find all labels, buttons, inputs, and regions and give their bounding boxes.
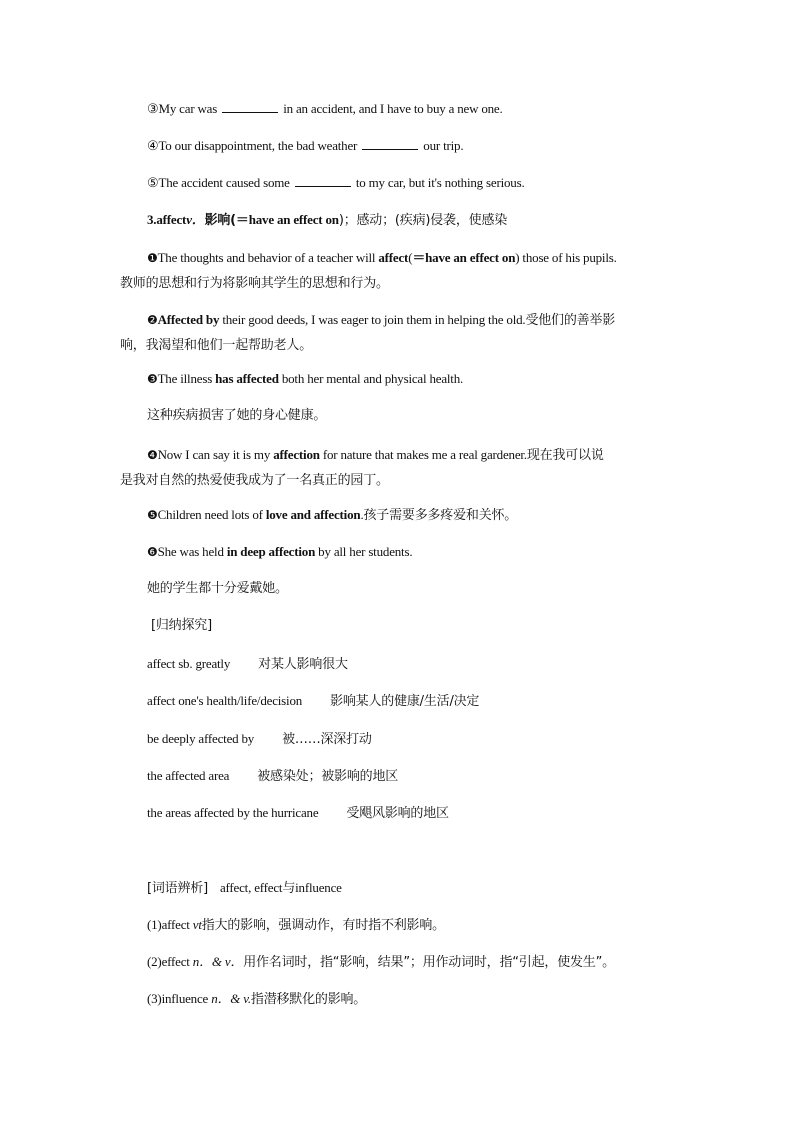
example-number: ❺ bbox=[147, 508, 158, 522]
summary-cn: 被……深深打动 bbox=[282, 732, 372, 747]
exercise-text: to my car, but it's nothing serious. bbox=[352, 175, 525, 190]
example-text: She was held bbox=[157, 544, 227, 559]
example-number: ❻ bbox=[147, 545, 158, 559]
example-text: for nature that makes me a real gardener.现在我可以说 bbox=[319, 447, 604, 462]
analysis-word: influence bbox=[161, 991, 212, 1006]
summary-item bbox=[147, 766, 398, 787]
exercise-number: ⑤ bbox=[147, 175, 159, 190]
heading-pos: v． bbox=[186, 212, 205, 227]
example-translation: 教师的思想和行为将影响其学生的思想和行为。 bbox=[120, 276, 389, 291]
example-4 bbox=[120, 442, 680, 493]
example-keyword: affection bbox=[273, 447, 320, 462]
heading-meaning: 影响( bbox=[204, 213, 236, 228]
example-2 bbox=[120, 307, 680, 358]
analysis-title: [词语辨析] bbox=[147, 881, 208, 896]
analysis-pos: n．& v. bbox=[211, 991, 251, 1006]
summary-en: be deeply affected by bbox=[147, 731, 255, 746]
exercise-text: The accident caused some bbox=[158, 175, 293, 190]
example-number: ❸ bbox=[147, 372, 158, 386]
summary-item bbox=[147, 691, 479, 712]
exercise-4 bbox=[147, 136, 463, 156]
analysis-text: 用作名词时，指“影响，结果”；用作动词时，指“引起，使发生”。 bbox=[243, 955, 615, 970]
summary-en: affect sb. greatly bbox=[147, 656, 231, 671]
example-1 bbox=[120, 245, 680, 296]
exercise-number: ③ bbox=[147, 101, 159, 116]
example-text: by all her students. bbox=[315, 544, 413, 559]
example-text: Children need lots of bbox=[157, 507, 266, 522]
summary-cn: 被感染处；被影响的地区 bbox=[257, 769, 399, 784]
heading-meaning-rest: )；感动；(疾病)侵袭，使感染 bbox=[338, 213, 508, 228]
analysis-item bbox=[147, 952, 615, 973]
example-text: ( bbox=[408, 250, 413, 265]
example-text: both her mental and physical health. bbox=[278, 371, 464, 386]
summary-cn: 受飓风影响的地区 bbox=[346, 806, 449, 821]
summary-en: affect one's health/life/decision bbox=[147, 693, 303, 708]
analysis-number: (2) bbox=[147, 954, 162, 969]
analysis-heading bbox=[147, 878, 342, 899]
example-translation: 响，我渴望和他们一起帮助老人。 bbox=[120, 338, 313, 353]
summary-en: the areas affected by the hurricane bbox=[147, 805, 319, 820]
analysis-text: 指潜移默化的影响。 bbox=[250, 992, 367, 1007]
example-5 bbox=[147, 505, 517, 525]
example-number: ❷ bbox=[147, 313, 158, 327]
example-keyword: affect bbox=[378, 250, 409, 265]
heading-number: 3. bbox=[147, 212, 157, 227]
analysis-number: (3) bbox=[147, 991, 162, 1006]
example-text: Now I can say it is my bbox=[157, 447, 274, 462]
example-6-translation: 她的学生都十分爱戴她。 bbox=[147, 581, 288, 596]
summary-cn: 影响某人的健康/生活/决定 bbox=[330, 694, 480, 709]
summary-item bbox=[147, 803, 449, 824]
example-text: .孩子需要多多疼爱和关怀。 bbox=[360, 507, 518, 522]
exercise-text: To our disappointment, the bad weather bbox=[158, 138, 361, 153]
analysis-word: affect bbox=[161, 917, 193, 932]
summary-cn: 对某人影响很大 bbox=[258, 657, 348, 672]
example-keyword: love and affection bbox=[265, 507, 361, 522]
summary-en: the affected area bbox=[147, 768, 230, 783]
exercise-3 bbox=[147, 99, 503, 119]
analysis-item bbox=[147, 989, 366, 1010]
heading-equivalent: ＝have an effect on bbox=[235, 212, 339, 227]
example-number: ❶ bbox=[147, 251, 158, 265]
example-text: their good deeds, I was eager to join them in helping the old.受他们的善举影 bbox=[219, 312, 616, 327]
summary-item bbox=[147, 729, 372, 750]
example-3-translation: 这种疾病损害了她的身心健康。 bbox=[147, 408, 327, 423]
example-translation: 是我对自然的热爱使我成为了一名真正的园丁。 bbox=[120, 473, 389, 488]
analysis-word: effect bbox=[161, 954, 193, 969]
analysis-pos: vt bbox=[192, 917, 202, 932]
exercise-text: My car was bbox=[158, 101, 221, 116]
analysis-pos: n．& v． bbox=[192, 954, 244, 969]
exercise-5 bbox=[147, 173, 525, 193]
analysis-subtitle: affect, effect与influence bbox=[219, 880, 342, 895]
example-text: ) those of his pupils. bbox=[515, 250, 617, 265]
analysis-number: (1) bbox=[147, 917, 162, 932]
example-keyword: Affected by bbox=[157, 312, 220, 327]
exercise-number: ④ bbox=[147, 138, 159, 153]
example-keyword: has affected bbox=[215, 371, 279, 386]
answer-blank[interactable] bbox=[295, 175, 351, 187]
heading-word: affect bbox=[156, 212, 187, 227]
answer-blank[interactable] bbox=[362, 138, 418, 150]
example-keyword: in deep affection bbox=[226, 544, 316, 559]
exercise-text: our trip. bbox=[420, 138, 464, 153]
example-3 bbox=[147, 369, 463, 389]
answer-blank[interactable] bbox=[222, 101, 278, 113]
example-keyword: ＝have an effect on bbox=[412, 250, 516, 265]
summary-item bbox=[147, 654, 348, 675]
exercise-text: in an accident, and I have to buy a new one. bbox=[280, 101, 503, 116]
example-6 bbox=[147, 542, 412, 562]
example-text: The illness bbox=[157, 371, 216, 386]
example-number: ❹ bbox=[147, 448, 158, 462]
word-heading bbox=[147, 210, 507, 231]
summary-title: [归纳探究] bbox=[151, 618, 212, 633]
analysis-item bbox=[147, 915, 445, 936]
analysis-text: 指大的影响，强调动作，有时指不利影响。 bbox=[201, 918, 445, 933]
example-text: The thoughts and behavior of a teacher will bbox=[157, 250, 379, 265]
